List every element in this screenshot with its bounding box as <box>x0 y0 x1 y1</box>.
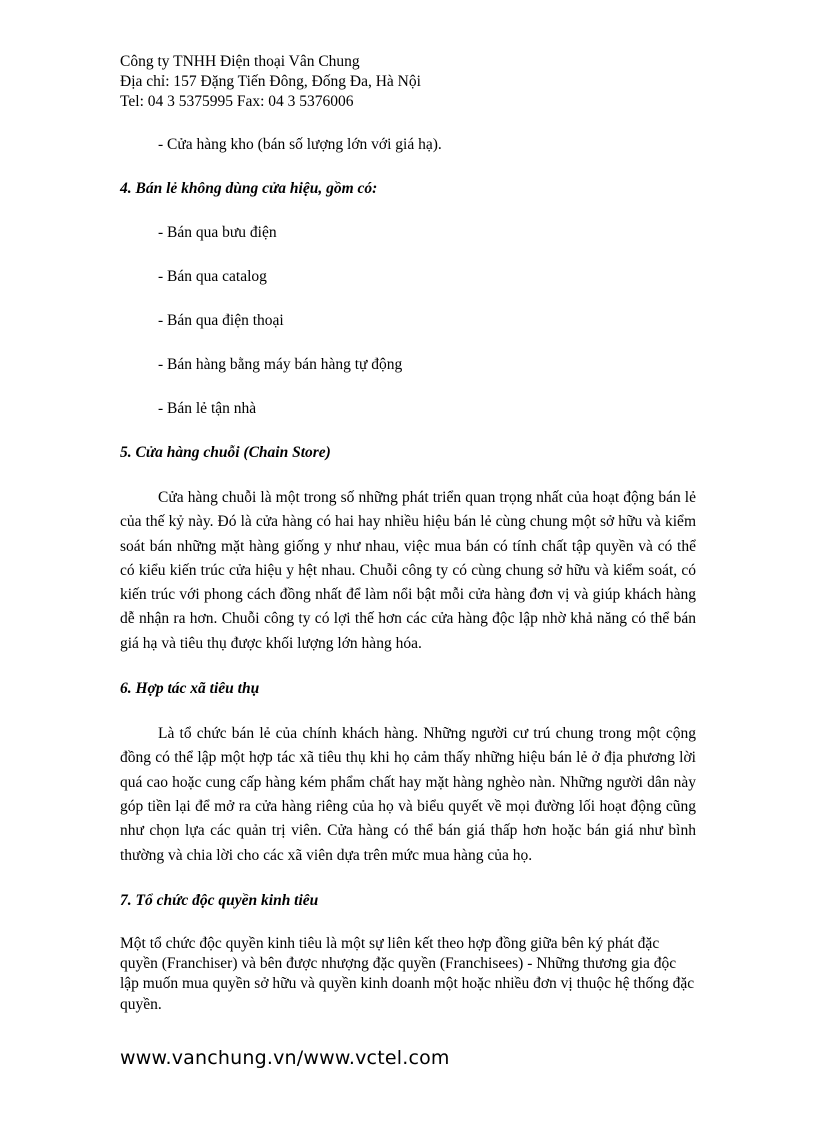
section-5-paragraph: Cửa hàng chuỗi là một trong số những phát triển quan trọng nhất của hoạt động bán lẻ của thế kỷ này. Đó là cửa hàng có hai hay nhiều hiệu bán lẻ cùng chung một sở hữu và kiểm soát bán những mặt hàng giống y như nhau, việc mua bán có tính chất tập quyền và có thể có kiểu kiến trúc cửa hiệu y hệt nhau. Chuỗi công ty có cùng chung sở hữu và kiểm soát, có kiến trúc với phong cách đồng nhất để làm nổi bật mỗi cửa hàng đơn vị và giúp khách hàng dễ nhận ra hơn. Chuỗi công ty có lợi thế hơn các cửa hàng độc lập nhờ khả năng có thể bán giá hạ và tiêu thụ được khối lượng lớn hàng hóa. <box>120 489 696 652</box>
list-item: - Bán lẻ tận nhà <box>158 400 257 417</box>
section-4-heading: 4. Bán lẻ không dùng cửa hiệu, gồm có: <box>120 180 378 197</box>
section-7-heading: 7. Tổ chức độc quyền kinh tiêu <box>120 891 319 909</box>
section-6-heading: 6. Hợp tác xã tiêu thụ <box>120 680 260 698</box>
section-6-paragraph: Là tổ chức bán lẻ của chính khách hàng. Những người cư trú chung trong một cộng đồng có thể lập một hợp tác xã tiêu thụ khi họ cảm thấy những hiệu bán lẻ ở địa phương lời quá cao hoặc cung cấp hàng kém phẩm chất hay mặt hàng nghèo nàn. Những người dân này góp tiền lại để mở ra cửa hàng riêng của họ và biểu quyết về mọi đường lối hoạt động cũng như chọn lựa các quản trị viên. Cửa hàng có thể bán giá thấp hơn hoặc bán giá như bình thường và chia lời cho các xã viên dựa trên mức mua hàng của họ. <box>120 725 696 864</box>
footer-website: www.vanchung.vn/www.vctel.com <box>120 1047 450 1069</box>
list-item: - Bán hàng bằng máy bán hàng tự động <box>158 356 403 373</box>
letterhead <box>120 52 680 112</box>
intro-bullet: - Cửa hàng kho (bán số lượng lớn với giá hạ). <box>158 136 442 153</box>
list-item: - Bán qua điện thoại <box>158 312 284 329</box>
section-7-paragraph: Một tổ chức độc quyền kinh tiêu là một sự liên kết theo hợp đồng giữa bên ký phát đặc quyền (Franchiser) và bên được nhượng đặc quyền (Franchisees) - Những thương gia độc lập muốn mua quyền sở hữu và quyền kinh doanh một hoặc nhiều đơn vị thuộc hệ thống đặc quyền. <box>120 934 695 1013</box>
company-address: Địa chỉ: 157 Đặng Tiến Đông, Đống Đa, Hà Nội <box>120 73 421 90</box>
company-name: Công ty TNHH Điện thoại Vân Chung <box>120 53 360 70</box>
document-body <box>120 134 696 1015</box>
section-4-list <box>120 222 696 420</box>
list-item: - Bán qua bưu điện <box>158 224 277 241</box>
section-5-heading: 5. Cửa hàng chuỗi (Chain Store) <box>120 444 331 461</box>
company-contact: Tel: 04 3 5375995 Fax: 04 3 5376006 <box>120 93 354 110</box>
list-item: - Bán qua catalog <box>158 268 267 285</box>
